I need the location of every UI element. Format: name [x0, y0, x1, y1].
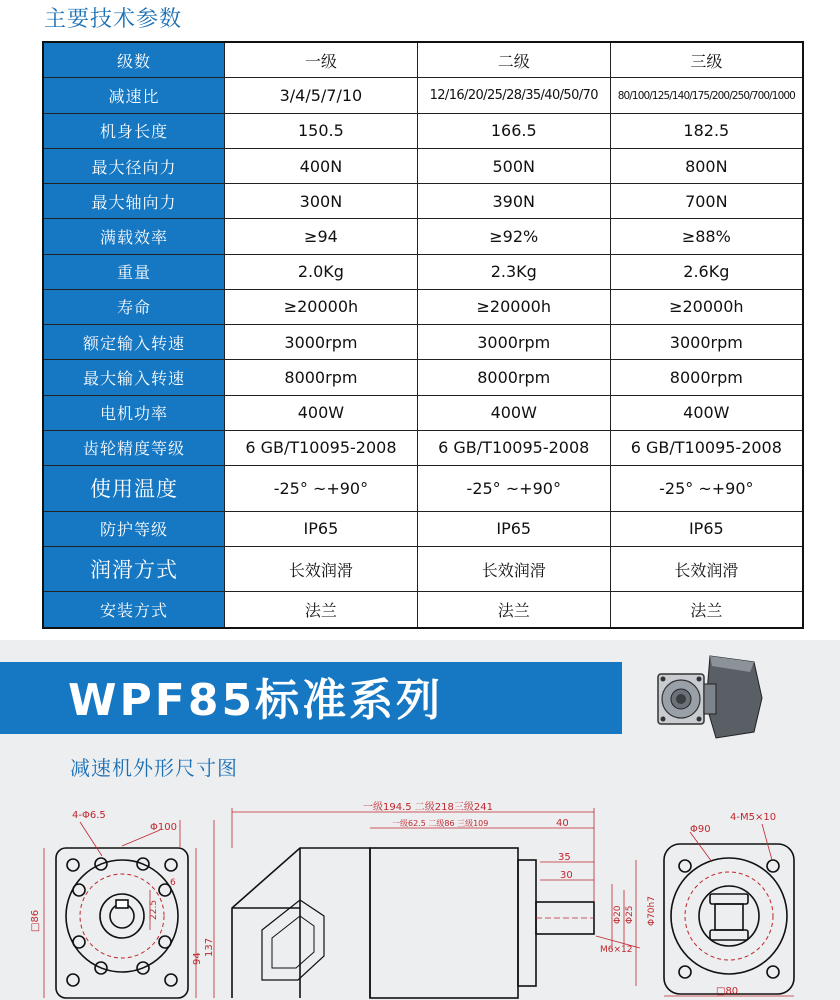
row-value: ≥20000h [610, 289, 803, 324]
row-label: 安装方式 [43, 592, 225, 628]
row-label: 重量 [43, 254, 225, 289]
row-value: 500N [417, 148, 610, 183]
table-row [43, 148, 803, 183]
dim-square: □86 [30, 909, 41, 932]
dim-square-right: □80 [716, 986, 739, 997]
row-value: 80/100/125/140/175/200/250/700/1000 [610, 78, 803, 113]
row-label: 减速比 [43, 78, 225, 113]
row-value: 长效润滑 [225, 546, 418, 592]
dim-holes: 4-Φ6.5 [72, 810, 106, 821]
dim-d90: Φ90 [690, 824, 711, 835]
table-row [43, 325, 803, 360]
row-value: 400W [225, 395, 418, 430]
table-row [43, 113, 803, 148]
row-value: 法兰 [225, 592, 418, 628]
row-value: 400W [610, 395, 803, 430]
row-label: 最大输入转速 [43, 360, 225, 395]
dim-d70: Φ70h7 [647, 896, 657, 926]
row-label: 寿命 [43, 289, 225, 324]
row-value: 2.6Kg [610, 254, 803, 289]
left-flange-view [56, 848, 188, 998]
dim-d25: Φ25 [625, 905, 635, 924]
row-value: 182.5 [610, 113, 803, 148]
row-value: 3000rpm [610, 325, 803, 360]
row-label: 最大轴向力 [43, 184, 225, 219]
table-row [43, 511, 803, 546]
header-cell-level: 级数 [43, 42, 225, 78]
drawing-title: 减速机外形尺寸图 [70, 756, 238, 780]
banner-title: WPF85标准系列 [68, 675, 444, 726]
row-value: 2.3Kg [417, 254, 610, 289]
gearbox-product-image [650, 648, 770, 748]
row-value: IP65 [225, 511, 418, 546]
row-label: 电机功率 [43, 395, 225, 430]
row-label: 额定输入转速 [43, 325, 225, 360]
dim-len-40: 40 [556, 818, 569, 829]
dim-total-length: 一级194.5 二级218三级241 [363, 802, 493, 813]
side-view [232, 848, 594, 998]
row-value: 8000rpm [610, 360, 803, 395]
section-title: 主要技术参数 [44, 7, 183, 32]
spec-table [42, 41, 804, 629]
dim-thread-shaft: M6×12 [600, 945, 633, 955]
row-label: 齿轮精度等级 [43, 430, 225, 465]
side-dimension-lines [232, 808, 640, 986]
table-row [43, 78, 803, 113]
row-label: 使用温度 [43, 466, 225, 512]
row-value: 6 GB/T10095-2008 [610, 430, 803, 465]
row-value: 12/16/20/25/28/35/40/50/70 [417, 78, 610, 113]
row-value: 2.0Kg [225, 254, 418, 289]
dim-len-35: 35 [558, 852, 571, 863]
row-value: 8000rpm [417, 360, 610, 395]
row-value: 长效润滑 [417, 546, 610, 592]
row-value: 400N [225, 148, 418, 183]
header-cell-2: 二级 [417, 42, 610, 78]
row-value: 700N [610, 184, 803, 219]
row-value: 6 GB/T10095-2008 [417, 430, 610, 465]
dim-side-94: 94 [192, 952, 203, 965]
right-end-view [664, 844, 794, 994]
row-value: 400W [417, 395, 610, 430]
table-row [43, 430, 803, 465]
table-row [43, 184, 803, 219]
row-label: 机身长度 [43, 113, 225, 148]
row-value: 300N [225, 184, 418, 219]
row-value: 150.5 [225, 113, 418, 148]
row-value: -25° ~+90° [610, 466, 803, 512]
row-value: 长效润滑 [610, 546, 803, 592]
row-value: IP65 [610, 511, 803, 546]
row-value: 6 GB/T10095-2008 [225, 430, 418, 465]
table-row [43, 219, 803, 254]
row-value: 166.5 [417, 113, 610, 148]
row-value: 3/4/5/7/10 [225, 78, 418, 113]
row-value: 法兰 [610, 592, 803, 628]
table-row [43, 395, 803, 430]
row-value: 8000rpm [225, 360, 418, 395]
dim-body-length: 一级62.5 二级86 三级109 [392, 819, 489, 828]
table-header-row [43, 42, 803, 78]
table-row [43, 289, 803, 324]
row-label: 防护等级 [43, 511, 225, 546]
row-label: 满载效率 [43, 219, 225, 254]
row-value: 390N [417, 184, 610, 219]
row-value: ≥94 [225, 219, 418, 254]
right-dimension-lines [664, 824, 794, 996]
header-cell-1: 一级 [225, 42, 418, 78]
dim-key-width: 6 [170, 878, 176, 888]
table-row [43, 466, 803, 512]
row-value: ≥88% [610, 219, 803, 254]
dim-thread-right: 4-M5×10 [730, 812, 777, 823]
table-row [43, 546, 803, 592]
table-row [43, 360, 803, 395]
row-value: ≥92% [417, 219, 610, 254]
row-value: ≥20000h [225, 289, 418, 324]
row-value: 3000rpm [417, 325, 610, 360]
row-value: ≥20000h [417, 289, 610, 324]
row-label: 润滑方式 [43, 546, 225, 592]
row-value: IP65 [417, 511, 610, 546]
table-row [43, 254, 803, 289]
dimension-drawing [0, 790, 840, 1000]
dim-pcd: Φ100 [150, 822, 177, 833]
table-row [43, 592, 803, 628]
row-value: 800N [610, 148, 803, 183]
row-value: -25° ~+90° [417, 466, 610, 512]
row-value: 法兰 [417, 592, 610, 628]
header-cell-3: 三级 [610, 42, 803, 78]
row-value: 3000rpm [225, 325, 418, 360]
dim-len-30: 30 [560, 870, 573, 881]
banner-accent [0, 662, 38, 734]
dim-d20: Φ20 [613, 905, 623, 924]
dim-side-137: 137 [204, 937, 215, 957]
row-value: -25° ~+90° [225, 466, 418, 512]
row-label: 最大径向力 [43, 148, 225, 183]
dim-shaft-height: 22.5 [149, 899, 159, 920]
